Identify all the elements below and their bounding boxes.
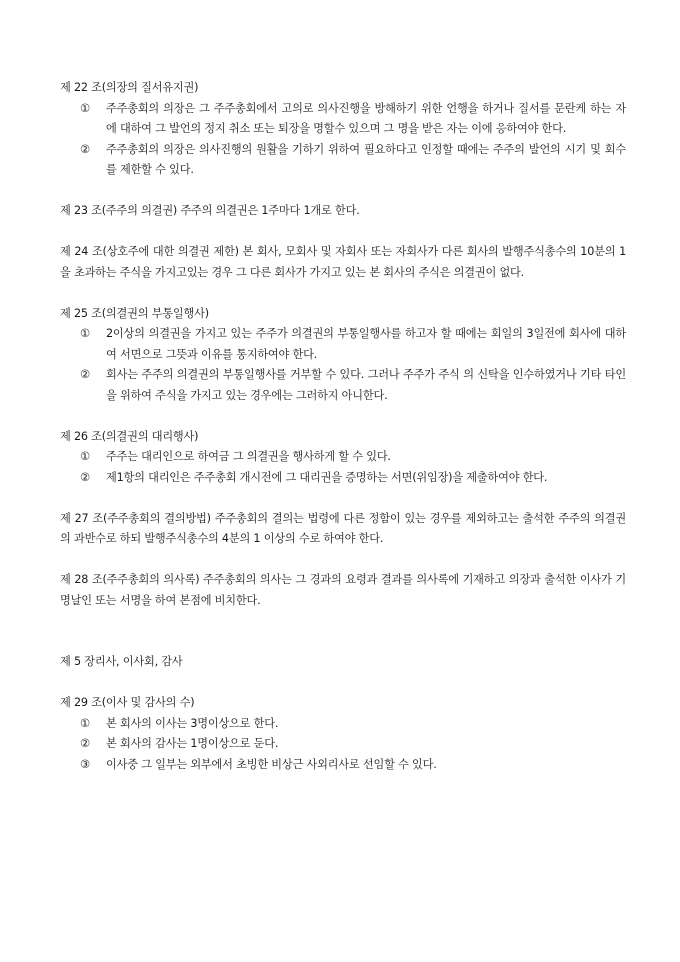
article-27: 제 27 조(주주총회의 결의방법) 주주총회의 결의는 법령에 다른 정함이 있는 경우를 제외하고는 출석한 주주의 의결권의 과반수로 하되 발행주식총수의 4분의 1 이상의 수로 하여야 한다.: [60, 511, 626, 545]
item-number: ②: [80, 368, 90, 381]
article-item: [80, 734, 626, 755]
item-number: ①: [80, 716, 90, 730]
article-23: 제 23 조(주주의 의결권) 주주의 의결권은 1주마다 1개로 한다.: [60, 204, 360, 217]
item-number: ①: [80, 101, 90, 115]
article-item: [80, 714, 626, 735]
article-28: 제 28 조(주주총회의 의사록) 주주총회의 의사는 그 경과의 요령과 결과를 의사록에 기재하고 의장과 출석한 이사가 기명날인 또는 서명을 하여 본점에 비치한다.: [60, 573, 626, 607]
article-item: [80, 99, 626, 140]
item-number: ①: [80, 327, 90, 340]
item-text: 회사는 주주의 의결권의 부통일행사를 거부할 수 있다. 그러나 주주가 주식 의 신탁을 인수하였거나 기타 타인을 위하여 주식을 가지고 있는 경우에는 그러하지 아니한다.: [106, 368, 626, 402]
item-number: ①: [80, 450, 90, 463]
item-text: 주주총회의 의장은 의사진행의 원활을 기하기 위하여 필요하다고 인정할 때에는 주주의 발언의 시기 및 회수를 제한할 수 있다.: [106, 142, 626, 176]
item-text: 제1항의 대리인은 주주총회 개시전에 그 대리권을 증명하는 서면(위임장)을 제출하여야 한다.: [106, 470, 548, 484]
item-number: ③: [80, 757, 90, 771]
item-text: 주주는 대리인으로 하여금 그 의결권을 행사하게 할 수 있다.: [106, 450, 391, 463]
article-item: [80, 324, 626, 365]
item-text: 본 회사의 감사는 1명이상으로 둔다.: [106, 737, 279, 750]
item-text: 이사중 그 일부는 외부에서 초빙한 비상근 사외리사로 선임할 수 있다.: [106, 757, 437, 771]
chapter-heading: 제 5 장리사, 이사회, 감사: [60, 655, 183, 668]
article-heading: 제 29 조(이사 및 감사의 수): [60, 696, 195, 709]
item-number: ②: [80, 470, 90, 484]
article-25: [60, 304, 626, 407]
item-text: 2이상의 의결권을 가지고 있는 주주가 의결권의 부통일행사를 하고자 할 때에는 회일의 3일전에 회사에 대하여 서면으로 그뜻과 이유를 통지하여야 한다.: [106, 327, 626, 361]
article-heading: 제 22 조(의장의 질서유지권): [60, 81, 199, 94]
item-text: 주주총회의 의장은 그 주주총회에서 고의로 의사진행을 방해하기 위한 언행을 하거나 질서를 문란케 하는 자에 대하여 그 발언의 정지 취소 또는 퇴장을 명할수 있으며 그 명을 받은 자는 이에 응하여야 한다.: [106, 101, 626, 135]
article-item: [80, 447, 626, 468]
article-22: [60, 78, 626, 181]
document-page: [60, 78, 626, 775]
article-24: 제 24 조(상호주에 대한 의결권 제한) 본 회사, 모회사 및 자회사 또는 자회사가 다른 회사의 발행주식총수의 10분의 1을 초과하는 주식을 가지고있는 경우 그 다른 회사가 가지고 있는 본 회사의 주식은 의결권이 없다.: [60, 245, 626, 279]
article-item: [80, 755, 626, 776]
article-heading: 제 26 조(의결권의 대리행사): [60, 429, 199, 443]
article-29: [60, 693, 626, 775]
article-item: [80, 140, 626, 181]
article-item: [80, 365, 626, 406]
article-26: [60, 427, 626, 489]
item-number: ②: [80, 142, 90, 156]
item-text: 본 회사의 이사는 3명이상으로 한다.: [106, 716, 279, 730]
item-number: ②: [80, 737, 90, 750]
article-heading: 제 25 조(의결권의 부통일행사): [60, 306, 209, 320]
article-item: [80, 468, 626, 489]
